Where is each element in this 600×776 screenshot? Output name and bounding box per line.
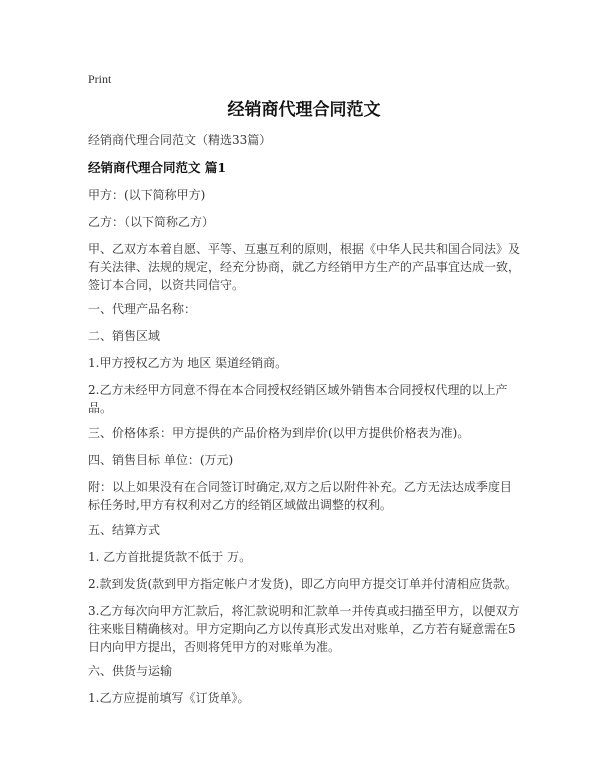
document-title: 经销商代理合同范文: [227, 100, 381, 120]
section-heading: 经销商代理合同范文 篇1: [88, 160, 227, 175]
clause-price-system: 三、价格体系：甲方提供的产品价格为到岸价(以甲方提供价格表为准)。: [88, 426, 470, 440]
clause-product-name: 一、代理产品名称：: [88, 302, 197, 316]
clause-settlement-item-3: 3.乙方每次向甲方汇款后，将汇款说明和汇款单一并传真或扫描至甲方，以便双方往来账目精确核对。甲方定期向乙方以传真形式发出对账单，乙方若有疑意需在5日内向甲方提出，否则将凭甲方的对账单为准。: [88, 604, 520, 654]
preamble-paragraph: 甲、乙双方本着自愿、平等、互惠互利的原则，根据《中华人民共和国合同法》及有关法律、法规的规定，经充分协商，就乙方经销甲方生产的产品事宜达成一致，签订本合同，以资共同信守。: [88, 242, 521, 292]
document-subtitle: 经销商代理合同范文（精选33篇）: [88, 133, 272, 147]
clause-settlement: 五、结算方式: [88, 523, 161, 537]
party-b-line: 乙方：（以下简称乙方）: [88, 215, 215, 229]
clause-sales-area: 二、销售区域: [88, 329, 161, 343]
clause-settlement-item-2: 2.款到发货(款到甲方指定帐户才发货)，即乙方向甲方提交订单并付清相应货款。: [88, 577, 517, 591]
clause-sales-target: 四、销售目标 单位：(万元): [88, 453, 234, 467]
clause-supply-transport: 六、供货与运输: [88, 664, 173, 678]
print-link[interactable]: Print: [88, 72, 112, 86]
party-a-line: 甲方：(以下简称甲方): [88, 188, 206, 202]
clause-sales-area-item-1: 1.甲方授权乙方为 地区 渠道经销商。: [88, 356, 288, 370]
clause-settlement-item-1: 1. 乙方首批提货款不低于 万。: [88, 550, 252, 564]
clause-sales-area-item-2: 2.乙方未经甲方同意不得在本合同授权经销区域外销售本合同授权代理的以上产品。: [88, 383, 508, 415]
clause-appendix-note: 附：以上如果没有在合同签订时确定,双方之后以附件补充。乙方无法达成季度目标任务时,甲方有权利对乙方的经销区域做出调整的权利。: [88, 480, 512, 512]
clause-supply-item-1: 1.乙方应提前填写《订货单》。: [88, 691, 250, 705]
